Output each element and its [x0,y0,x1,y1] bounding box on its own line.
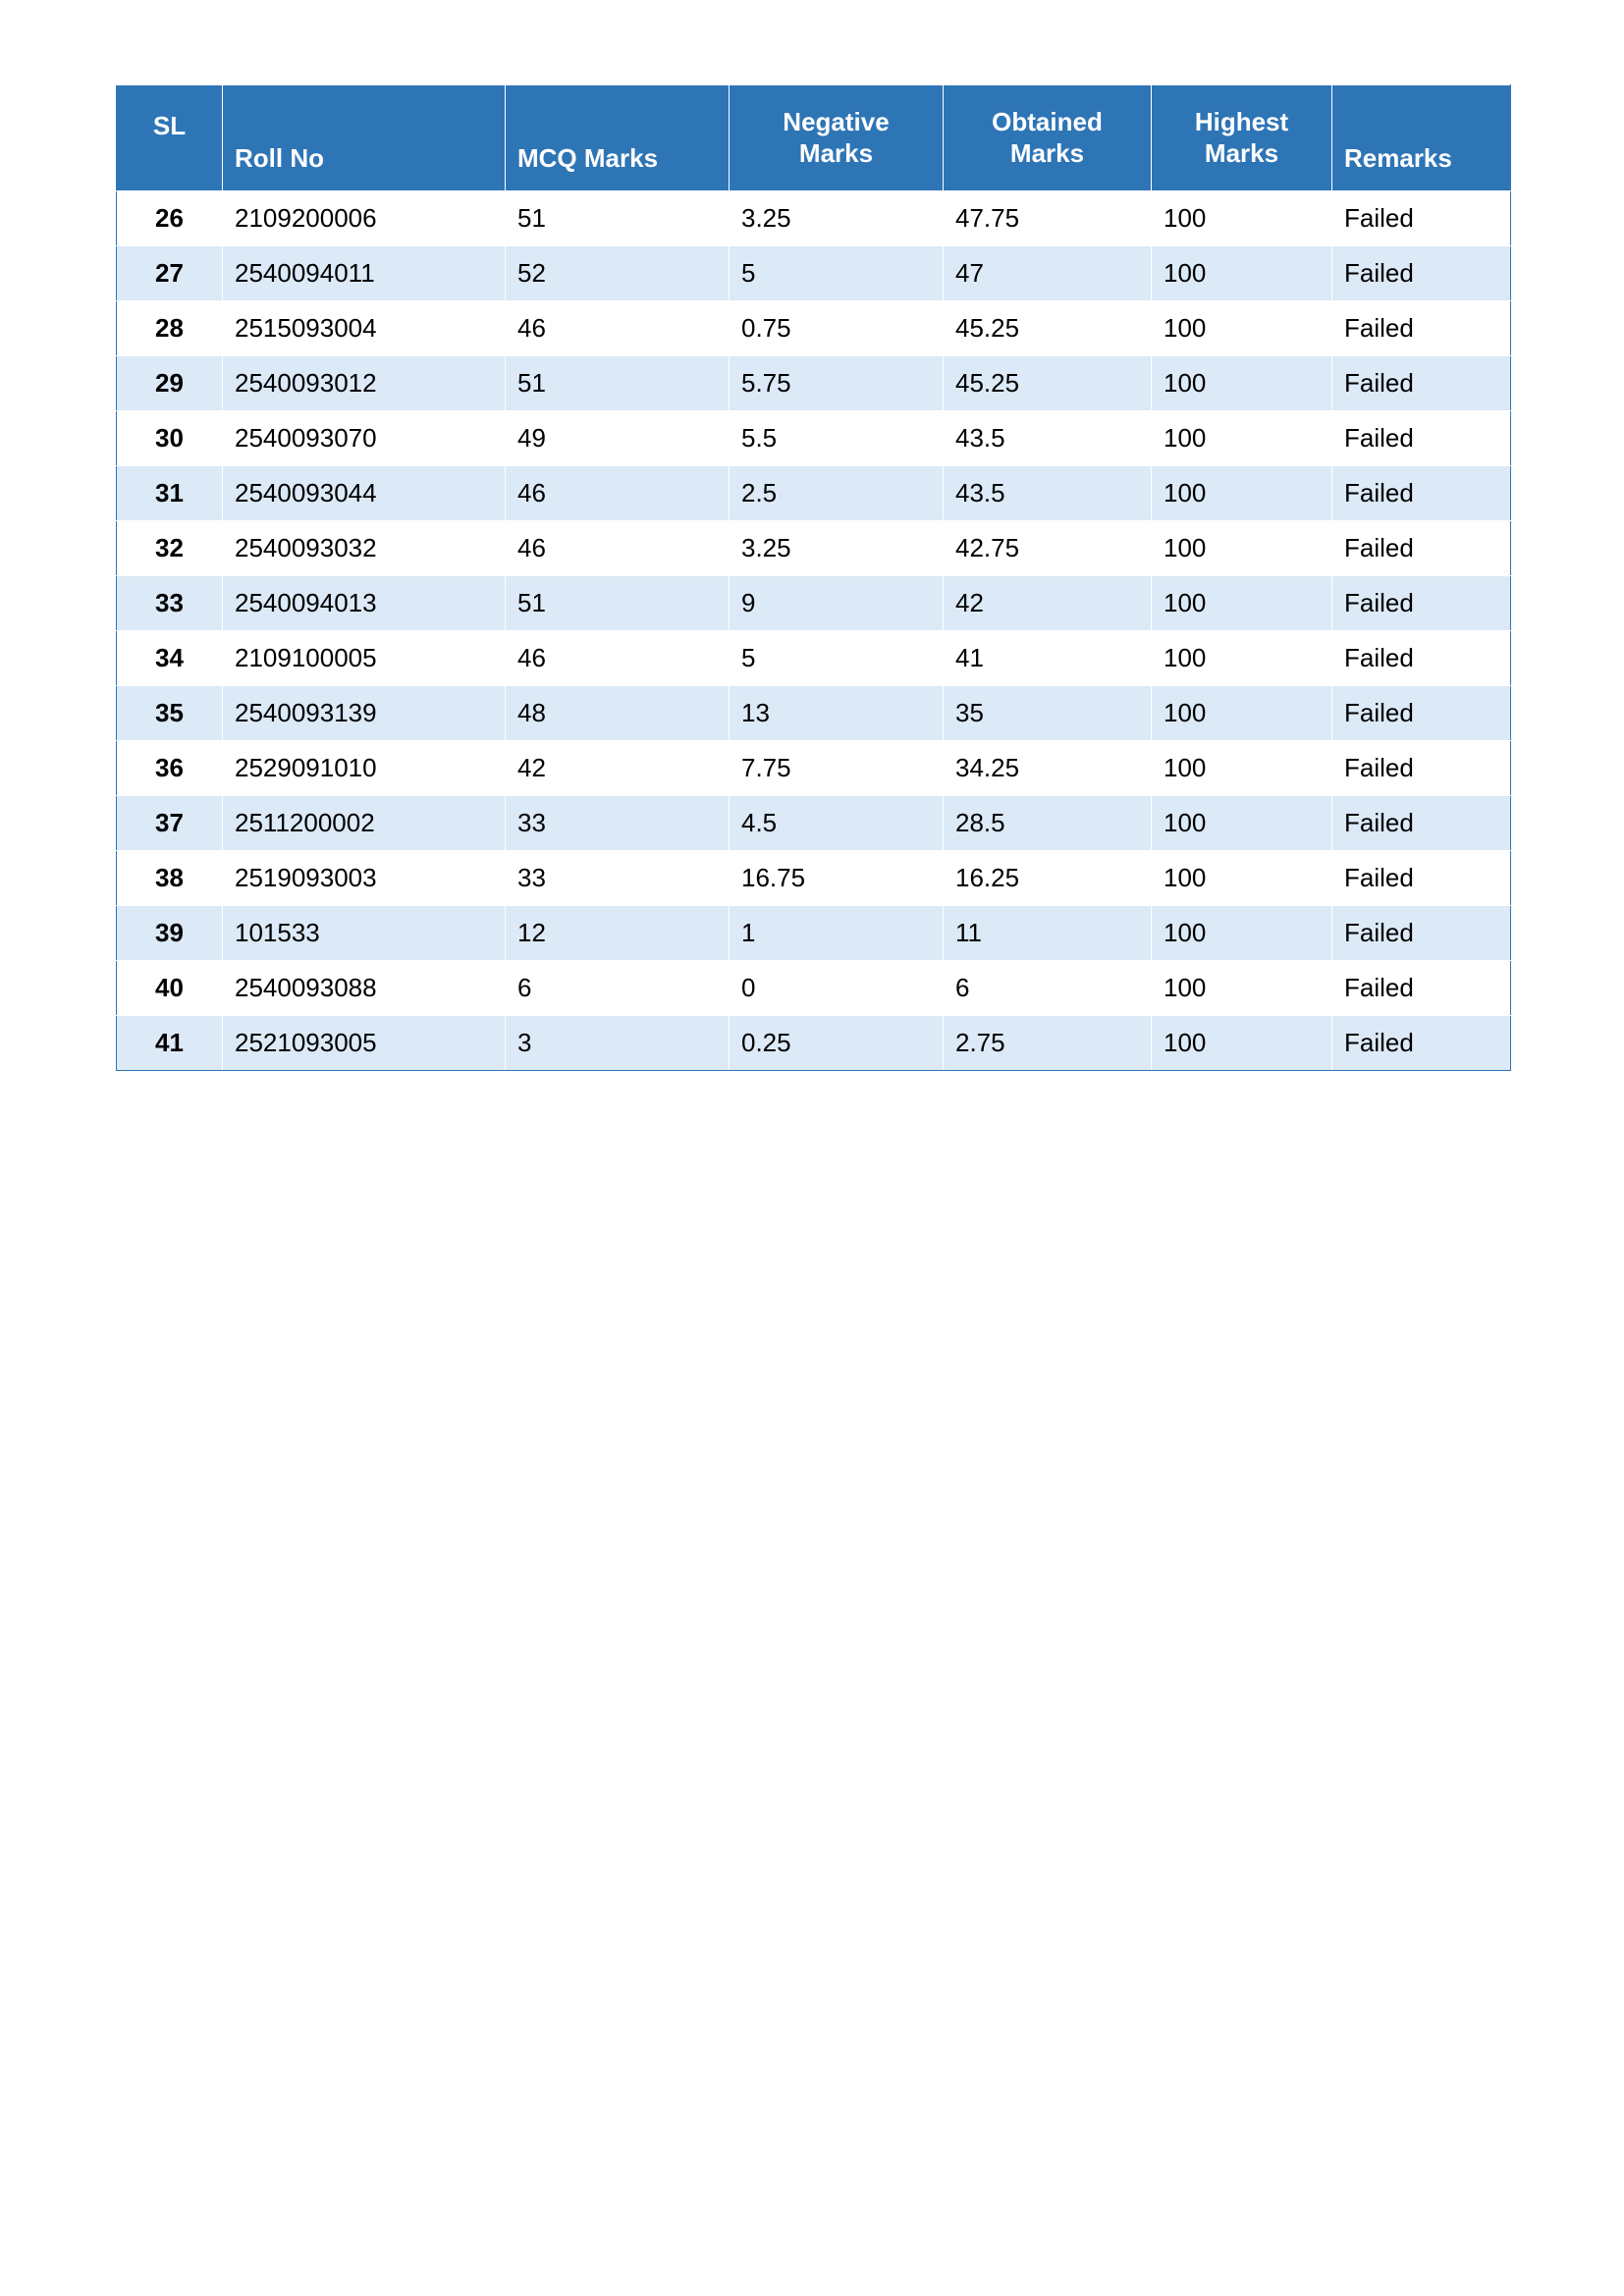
cell-remarks: Failed [1332,961,1511,1016]
column-header-obtained-marks [944,85,1152,191]
cell-roll-no: 2529091010 [223,741,506,796]
exam-results-table [116,84,1511,1071]
cell-highest-marks: 100 [1152,741,1332,796]
table-row [117,191,1511,246]
cell-highest-marks: 100 [1152,851,1332,906]
cell-obtained-marks: 47 [944,246,1152,301]
table-row [117,576,1511,631]
table-row [117,961,1511,1016]
cell-obtained-marks: 47.75 [944,191,1152,246]
cell-sl: 26 [117,191,223,246]
cell-mcq-marks: 52 [506,246,730,301]
cell-roll-no: 2540093012 [223,356,506,411]
cell-negative-marks: 5.75 [730,356,944,411]
column-header-sl: SL [117,85,223,191]
cell-negative-marks: 0 [730,961,944,1016]
table-row [117,356,1511,411]
cell-sl: 36 [117,741,223,796]
table-row [117,466,1511,521]
table-header [117,85,1511,191]
cell-mcq-marks: 51 [506,576,730,631]
table-row [117,796,1511,851]
table-row [117,906,1511,961]
cell-highest-marks: 100 [1152,301,1332,356]
table-header-row [117,85,1511,191]
cell-roll-no: 2540094011 [223,246,506,301]
cell-highest-marks: 100 [1152,246,1332,301]
cell-roll-no: 2521093005 [223,1016,506,1071]
cell-obtained-marks: 34.25 [944,741,1152,796]
cell-negative-marks: 7.75 [730,741,944,796]
cell-remarks: Failed [1332,796,1511,851]
cell-highest-marks: 100 [1152,961,1332,1016]
cell-remarks: Failed [1332,741,1511,796]
column-header-highest-marks [1152,85,1332,191]
cell-mcq-marks: 49 [506,411,730,466]
cell-sl: 32 [117,521,223,576]
cell-negative-marks: 4.5 [730,796,944,851]
cell-mcq-marks: 46 [506,466,730,521]
cell-remarks: Failed [1332,356,1511,411]
cell-highest-marks: 100 [1152,686,1332,741]
cell-highest-marks: 100 [1152,411,1332,466]
cell-remarks: Failed [1332,301,1511,356]
cell-obtained-marks: 28.5 [944,796,1152,851]
column-header-negative-marks-line1: Negative [783,106,890,136]
cell-roll-no: 2540093088 [223,961,506,1016]
cell-roll-no: 101533 [223,906,506,961]
cell-remarks: Failed [1332,246,1511,301]
cell-remarks: Failed [1332,851,1511,906]
cell-remarks: Failed [1332,906,1511,961]
table-row [117,741,1511,796]
cell-obtained-marks: 45.25 [944,356,1152,411]
cell-highest-marks: 100 [1152,521,1332,576]
cell-obtained-marks: 11 [944,906,1152,961]
table-row [117,246,1511,301]
cell-mcq-marks: 6 [506,961,730,1016]
cell-mcq-marks: 12 [506,906,730,961]
cell-highest-marks: 100 [1152,906,1332,961]
cell-mcq-marks: 33 [506,796,730,851]
cell-sl: 33 [117,576,223,631]
cell-negative-marks: 3.25 [730,521,944,576]
cell-sl: 41 [117,1016,223,1071]
cell-remarks: Failed [1332,411,1511,466]
cell-roll-no: 2511200002 [223,796,506,851]
cell-highest-marks: 100 [1152,191,1332,246]
cell-highest-marks: 100 [1152,576,1332,631]
column-header-obtained-marks-line1: Obtained [992,106,1103,136]
cell-negative-marks: 16.75 [730,851,944,906]
cell-highest-marks: 100 [1152,466,1332,521]
cell-sl: 28 [117,301,223,356]
cell-mcq-marks: 33 [506,851,730,906]
cell-negative-marks: 0.75 [730,301,944,356]
cell-sl: 30 [117,411,223,466]
column-header-remarks: Remarks [1332,85,1511,191]
cell-negative-marks: 5 [730,246,944,301]
cell-remarks: Failed [1332,686,1511,741]
cell-mcq-marks: 51 [506,191,730,246]
cell-obtained-marks: 2.75 [944,1016,1152,1071]
column-header-negative-marks-line2: Marks [798,137,874,168]
cell-mcq-marks: 46 [506,631,730,686]
table-row [117,851,1511,906]
cell-negative-marks: 5 [730,631,944,686]
cell-negative-marks: 9 [730,576,944,631]
cell-mcq-marks: 46 [506,301,730,356]
cell-roll-no: 2540093044 [223,466,506,521]
cell-obtained-marks: 35 [944,686,1152,741]
cell-negative-marks: 1 [730,906,944,961]
cell-highest-marks: 100 [1152,631,1332,686]
cell-remarks: Failed [1332,521,1511,576]
cell-mcq-marks: 3 [506,1016,730,1071]
cell-mcq-marks: 48 [506,686,730,741]
cell-remarks: Failed [1332,466,1511,521]
cell-roll-no: 2540093139 [223,686,506,741]
column-header-highest-marks-line2: Marks [1204,137,1279,168]
cell-sl: 29 [117,356,223,411]
cell-sl: 34 [117,631,223,686]
cell-roll-no: 2515093004 [223,301,506,356]
cell-obtained-marks: 42.75 [944,521,1152,576]
cell-obtained-marks: 41 [944,631,1152,686]
cell-obtained-marks: 42 [944,576,1152,631]
cell-roll-no: 2540093070 [223,411,506,466]
results-table-container [116,84,1510,1071]
cell-sl: 27 [117,246,223,301]
cell-highest-marks: 100 [1152,1016,1332,1071]
cell-negative-marks: 2.5 [730,466,944,521]
cell-mcq-marks: 42 [506,741,730,796]
cell-obtained-marks: 43.5 [944,411,1152,466]
cell-roll-no: 2540093032 [223,521,506,576]
cell-negative-marks: 5.5 [730,411,944,466]
table-row [117,411,1511,466]
cell-sl: 37 [117,796,223,851]
cell-roll-no: 2540094013 [223,576,506,631]
cell-negative-marks: 3.25 [730,191,944,246]
cell-negative-marks: 0.25 [730,1016,944,1071]
cell-obtained-marks: 45.25 [944,301,1152,356]
cell-sl: 35 [117,686,223,741]
cell-roll-no: 2109100005 [223,631,506,686]
table-row [117,631,1511,686]
cell-negative-marks: 13 [730,686,944,741]
column-header-mcq-marks: MCQ Marks [506,85,730,191]
table-body [117,191,1511,1071]
cell-mcq-marks: 46 [506,521,730,576]
cell-remarks: Failed [1332,1016,1511,1071]
column-header-roll-no: Roll No [223,85,506,191]
cell-roll-no: 2109200006 [223,191,506,246]
cell-highest-marks: 100 [1152,356,1332,411]
cell-sl: 38 [117,851,223,906]
cell-mcq-marks: 51 [506,356,730,411]
table-row [117,301,1511,356]
cell-roll-no: 2519093003 [223,851,506,906]
cell-remarks: Failed [1332,191,1511,246]
table-row [117,1016,1511,1071]
cell-sl: 31 [117,466,223,521]
cell-obtained-marks: 16.25 [944,851,1152,906]
cell-sl: 39 [117,906,223,961]
cell-highest-marks: 100 [1152,796,1332,851]
column-header-highest-marks-line1: Highest [1194,106,1289,136]
cell-obtained-marks: 6 [944,961,1152,1016]
cell-remarks: Failed [1332,631,1511,686]
table-row [117,521,1511,576]
cell-remarks: Failed [1332,576,1511,631]
cell-obtained-marks: 43.5 [944,466,1152,521]
column-header-negative-marks [730,85,944,191]
table-row [117,686,1511,741]
column-header-obtained-marks-line2: Marks [1009,137,1085,168]
cell-sl: 40 [117,961,223,1016]
